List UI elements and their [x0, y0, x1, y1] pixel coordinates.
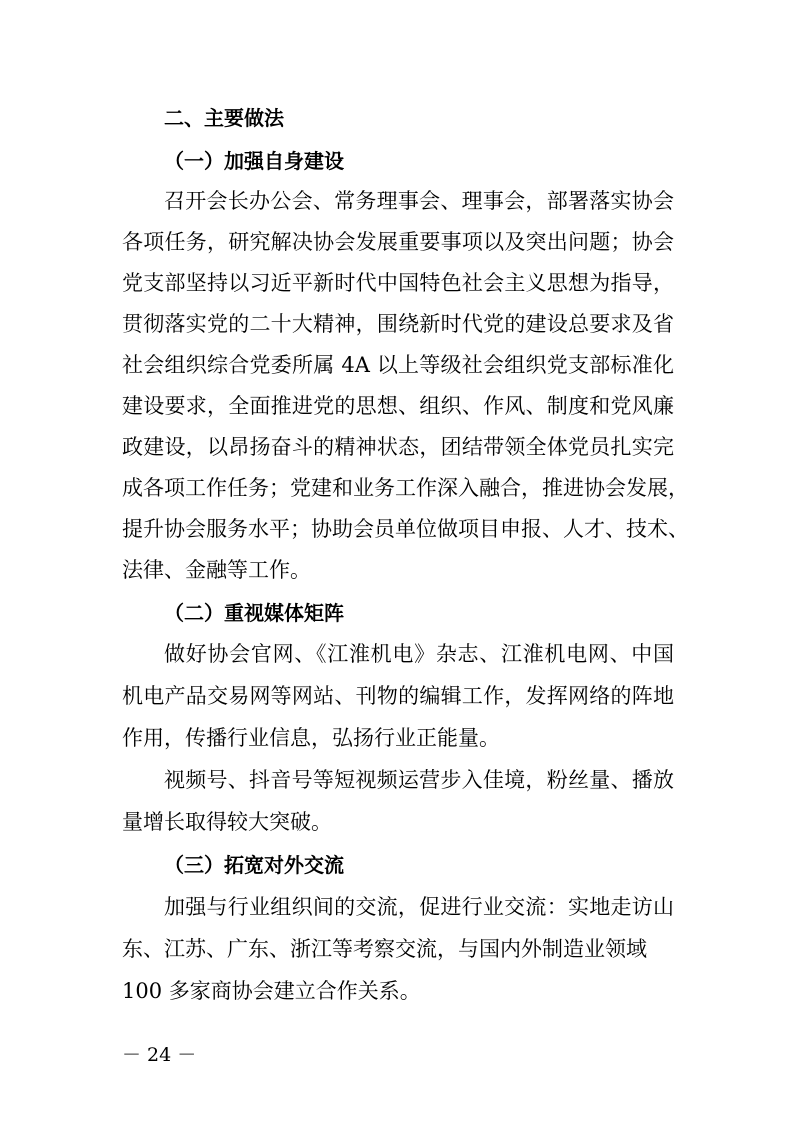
- paragraph-line: 做好协会官网、《江淮机电》杂志、江淮机电网、中国: [164, 642, 674, 666]
- paragraph-line: 提升协会服务水平；协助会员单位做项目申报、人才、技术、: [122, 517, 689, 541]
- paragraph-line: 政建设，以昂扬奋斗的精神状态，团结带领全体党员扎实完: [122, 435, 674, 459]
- paragraph-line: 视频号、抖音号等短视频运营步入佳境，粉丝量、播放: [164, 768, 674, 792]
- subsection-heading-1: （一）加强自身建设: [164, 149, 344, 173]
- paragraph-line: 东、江苏、广东、浙江等考察交流，与国内外制造业领域: [122, 937, 647, 961]
- paragraph-line: 加强与行业组织间的交流，促进行业交流：实地走访山: [164, 895, 674, 919]
- paragraph-line: 各项任务，研究解决协会发展重要事项以及突出问题；协会: [122, 230, 674, 254]
- subsection-heading-3: （三）拓宽对外交流: [164, 853, 344, 877]
- paragraph-line: 机电产品交易网等网站、刊物的编辑工作，发挥网络的阵地: [122, 684, 674, 708]
- paragraph-line: 作用，传播行业信息，弘扬行业正能量。: [122, 726, 500, 750]
- paragraph-line: 建设要求，全面推进党的思想、组织、作风、制度和党风廉: [122, 394, 674, 418]
- paragraph-line: 100 多家商协会建立合作关系。: [122, 979, 421, 1003]
- paragraph-line: 量增长取得较大突破。: [122, 810, 332, 834]
- paragraph-line: 社会组织综合党委所属 4A 以上等级社会组织党支部标准化: [122, 353, 674, 377]
- subsection-heading-2: （二）重视媒体矩阵: [164, 601, 344, 625]
- paragraph-line: 召开会长办公会、常务理事会、理事会，部署落实协会: [164, 189, 674, 213]
- paragraph-line: 贯彻落实党的二十大精神，围绕新时代党的建设总要求及省: [122, 312, 674, 336]
- page-number: － 24 －: [122, 1044, 197, 1066]
- paragraph-line: 成各项工作任务；党建和业务工作深入融合，推进协会发展，: [122, 476, 689, 500]
- paragraph-line: 党支部坚持以习近平新时代中国特色社会主义思想为指导，: [122, 271, 674, 295]
- section-heading: 二、主要做法: [164, 106, 284, 130]
- paragraph-line: 法律、金融等工作。: [122, 558, 311, 582]
